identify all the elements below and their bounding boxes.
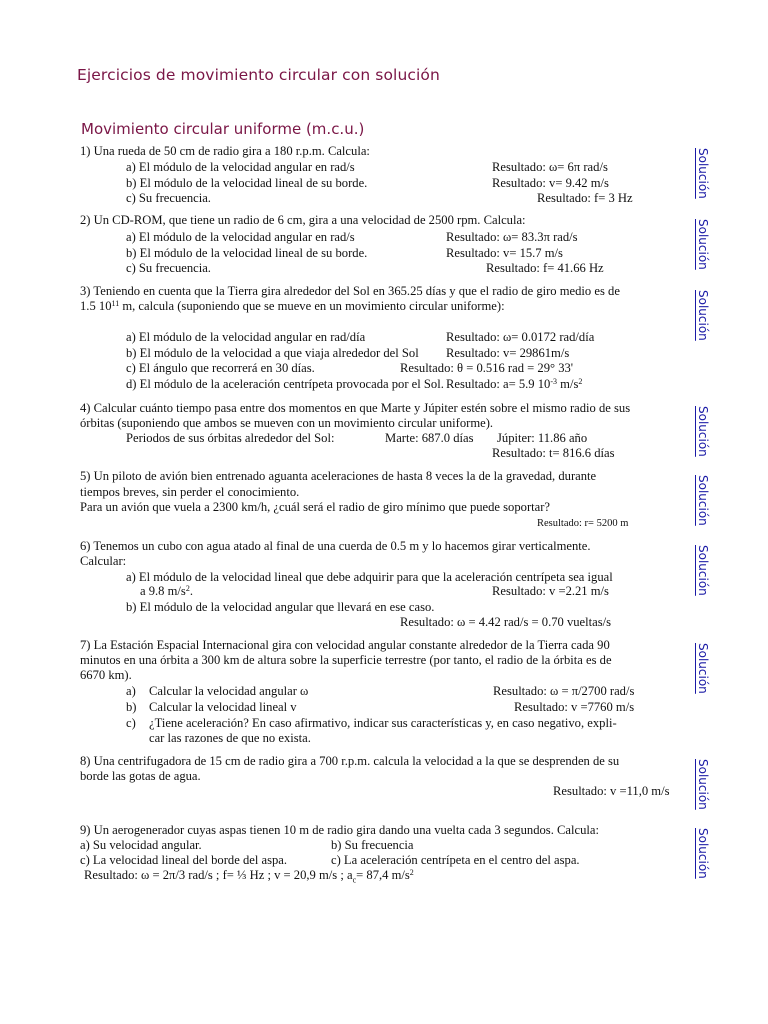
ex6-question-line1: 6) Tenemos un cubo con agua atado al final de una cuerda de 0.5 m y lo hacemos girar verticalmente. [80,539,591,553]
ex1-solution-link[interactable]: Solución [696,148,710,199]
section-title: Movimiento circular uniforme (m.c.u.) [81,120,365,138]
ex3-part-d: d) El módulo de la aceleración centrípeta provocada por el Sol. [126,377,444,391]
ex7-part-c-line1: ¿Tiene aceleración? En caso afirmativo, indicar sus características y, en caso negativo, expli- [149,716,617,730]
ex9-result: Resultado: ω = 2π/3 rad/s ; f= ⅓ Hz ; v = 20,9 m/s ; $a_c= 87,4$ $m/s^2$ [84,868,414,885]
ex4-solution-link[interactable]: Solución [696,406,710,457]
ex2-result-a: Resultado: ω= 83.3π rad/s [446,230,578,244]
ex1-part-a: a) El módulo de la velocidad angular en rad/s [126,160,355,174]
ex6-result-b: Resultado: ω = 4.42 rad/s = 0.70 vueltas/s [400,615,612,629]
ex7-question-line3: 6670 km). [80,668,132,682]
ex1-part-b: b) El módulo de la velocidad lineal de su borde. [126,176,368,190]
ex7-question-line2: minutos en una órbita a 300 km de altura sobre la superficie terrestre (por tanto, el radio de la órbita es de [80,653,612,667]
ex9-part-c-right: c) La aceleración centrípeta en el centro del aspa. [331,853,580,867]
ex7-part-b: Calcular la velocidad lineal v [149,700,297,714]
ex9-solution-link[interactable]: Solución [696,828,710,879]
ex4-jupiter-period: Júpiter: 11.86 año [497,431,588,445]
ex7-result-a: Resultado: ω = π/2700 rad/s [493,684,635,698]
ex3-question-line1: 3) Teniendo en cuenta que la Tierra gira alrededor del Sol en 365.25 días y que el radio de giro medio es de [80,284,620,298]
ex9-part-b: b) Su frecuencia [331,838,414,852]
ex4-periods-label: Periodos de sus órbitas alrededor del Sol: [126,431,335,445]
page-title: Ejercicios de movimiento circular con solución [77,66,440,84]
ex9-question: 9) Un aerogenerador cuyas aspas tienen 10 m de radio gira dando una vuelta cada 3 segundos. Calcula: [80,823,599,837]
ex2-part-b: b) El módulo de la velocidad lineal de su borde. [126,246,368,260]
ex7-part-c-line2: car las razones de que no exista. [149,731,311,745]
ex1-question: 1) Una rueda de 50 cm de radio gira a 180 r.p.m. Calcula: [80,144,370,158]
ex4-question-line1: 4) Calcular cuánto tiempo pasa entre dos momentos en que Marte y Júpiter estén sobre el mismo radio de sus [80,401,631,415]
ex6-solution-link[interactable]: Solución [696,545,710,596]
ex2-result-b: Resultado: v= 15.7 m/s [446,246,563,260]
ex7-solution-link[interactable]: Solución [696,643,710,694]
ex6-part-b: b) El módulo de la velocidad angular que llevará en ese caso. [126,600,435,614]
ex1-result-a: Resultado: ω= 6π rad/s [492,160,608,174]
ex5-solution-link[interactable]: Solución [696,475,710,526]
ex3-result-c: Resultado: θ = 0.516 rad = 29° 33' [400,361,574,375]
ex8-question-line1: 8) Una centrifugadora de 15 cm de radio gira a 700 r.p.m. calcula la velocidad a la que se desprenden de su [80,754,620,768]
ex1-part-c: c) Su frecuencia. [126,191,211,205]
ex2-question: 2) Un CD-ROM, que tiene un radio de 6 cm, gira a una velocidad de 2500 rpm. Calcula: [80,213,526,227]
ex9-part-c-left: c) La velocidad lineal del borde del aspa. [80,853,288,867]
ex3-part-b: b) El módulo de la velocidad a que viaja alrededor del Sol [126,346,419,360]
ex7-part-c-marker: c) [126,716,136,730]
ex3-result-d: Resultado: a= 5.9 $10^{-3}$ $m/s^2$ [446,377,583,391]
ex7-question-line1: 7) La Estación Espacial Internacional gira con velocidad angular constante alrededor de la Tierra cada 90 [80,638,610,652]
ex3-result-b: Resultado: v= 29861m/s [446,346,570,360]
ex5-question-line2: tiempos breves, sin perder el conocimiento. [80,485,300,499]
ex2-solution-link[interactable]: Solución [696,219,710,270]
ex3-question-line2: 1.5 $10^{11}$ m, calcula (suponiendo que se mueve en un movimiento circular uniforme): [80,299,505,313]
ex3-solution-link[interactable]: Solución [696,290,710,341]
ex7-part-b-marker: b) [126,700,137,714]
ex5-question-line1: 5) Un piloto de avión bien entrenado aguanta aceleraciones de hasta 8 veces la de la gravedad, durante [80,469,597,483]
ex3-part-c: c) El ángulo que recorrerá en 30 días. [126,361,315,375]
ex5-result: Resultado: r= 5200 m [537,518,629,529]
ex6-question-line2: Calcular: [80,554,127,568]
ex4-result: Resultado: t= 816.6 días [492,446,615,460]
ex2-part-c: c) Su frecuencia. [126,261,211,275]
ex3-result-a: Resultado: ω= 0.0172 rad/día [446,330,595,344]
ex4-question-line2: órbitas (suponiendo que ambos se mueven con un movimiento circular uniforme). [80,416,494,430]
ex5-question-line3: Para un avión que vuela a 2300 km/h, ¿cuál será el radio de giro mínimo que puede soportar? [80,500,551,514]
ex3-part-a: a) El módulo de la velocidad angular en rad/día [126,330,366,344]
ex8-question-line2: borde las gotas de agua. [80,769,201,783]
ex4-mars-period: Marte: 687.0 días [385,431,474,445]
ex8-solution-link[interactable]: Solución [696,759,710,810]
ex7-part-a-marker: a) [126,684,136,698]
ex9-part-a: a) Su velocidad angular. [80,838,202,852]
ex1-result-b: Resultado: v= 9.42 m/s [492,176,609,190]
ex2-result-c: Resultado: f= 41.66 Hz [486,261,604,275]
ex8-result: Resultado: v =11,0 m/s [553,784,670,798]
ex7-result-b: Resultado: v =7760 m/s [514,700,635,714]
ex1-result-c: Resultado: f= 3 Hz [537,191,633,205]
ex2-part-a: a) El módulo de la velocidad angular en rad/s [126,230,355,244]
ex6-part-a-line2: a 9.8 $m/s^2$. [140,584,193,598]
ex6-result-a: Resultado: v =2.21 m/s [492,584,609,598]
ex6-part-a-line1: a) El módulo de la velocidad lineal que debe adquirir para que la aceleración centrípeta sea igual [126,570,613,584]
ex7-part-a: Calcular la velocidad angular ω [149,684,309,698]
